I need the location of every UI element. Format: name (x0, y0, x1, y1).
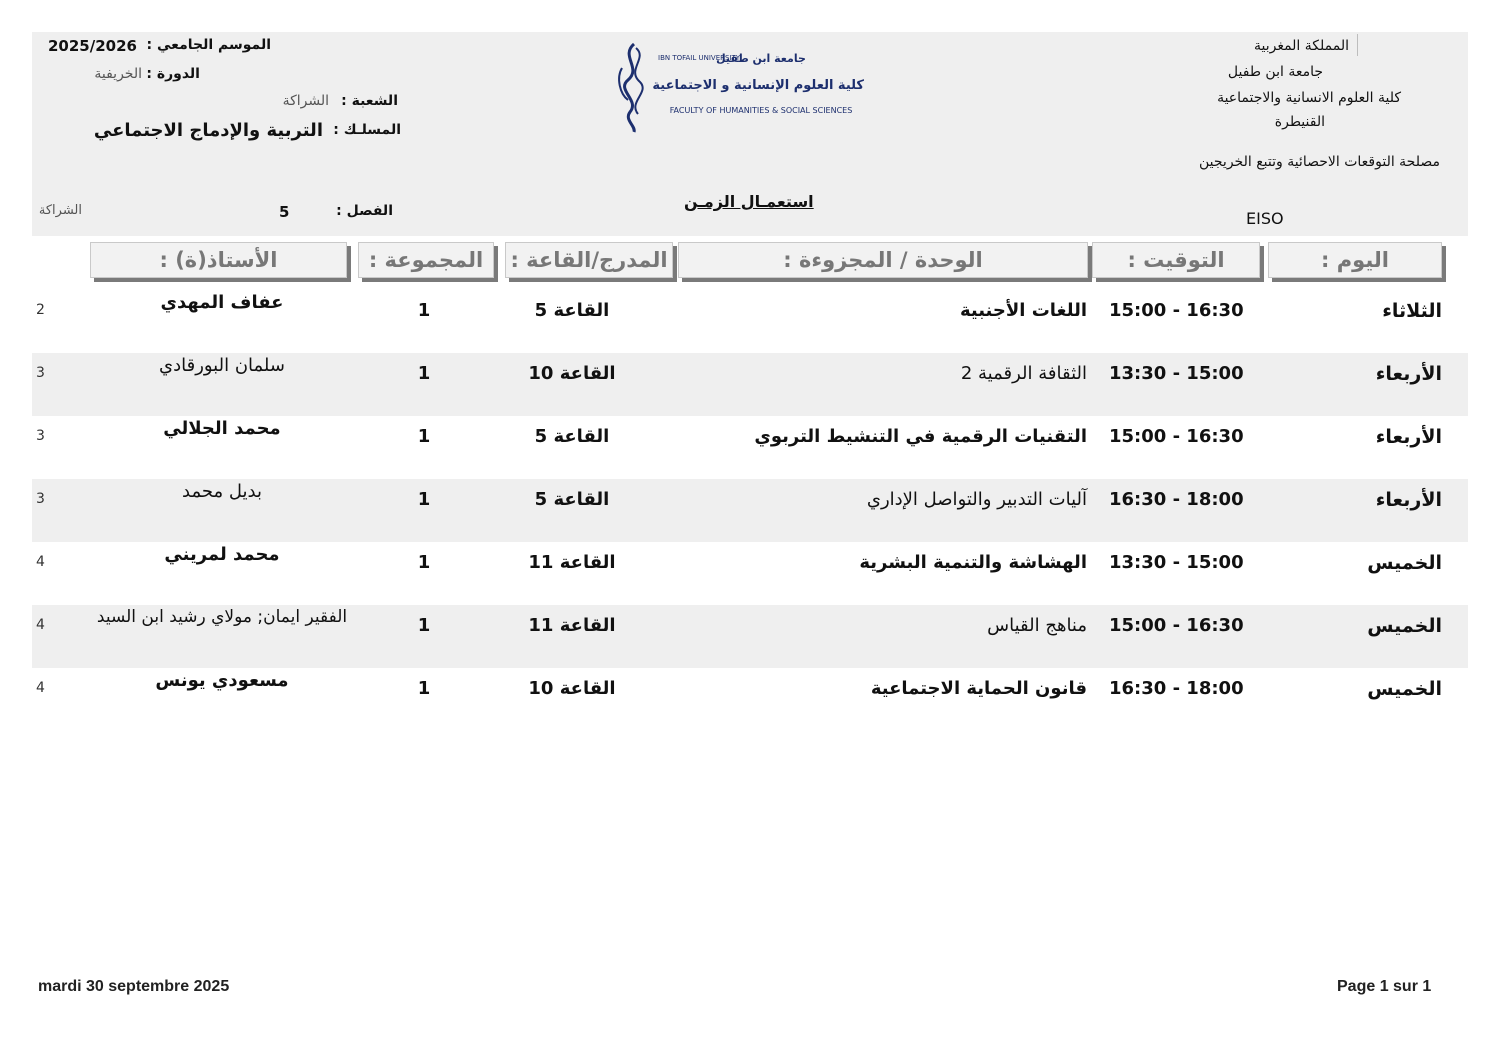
track-value: التربية والإدماج الاجتماعي (93, 120, 323, 141)
table-row (32, 479, 1468, 542)
row-unit: التقنيات الرقمية في التنشيط التربوي (754, 426, 1087, 447)
row-group: 1 (417, 489, 431, 510)
row-edge-digit: 3 (36, 365, 45, 381)
row-room: القاعة 5 (534, 300, 610, 321)
row-group: 1 (417, 363, 431, 384)
row-edge-digit: 4 (36, 617, 45, 633)
page-title: استعمـال الزمـن (684, 192, 814, 211)
row-edge-digit: 4 (36, 554, 45, 570)
season-value: 2025/2026 (48, 37, 137, 55)
row-unit: اللغات الأجنبية (959, 300, 1087, 321)
column-header-day: اليوم : (1268, 242, 1442, 278)
semester-label: الفصل : (336, 203, 393, 219)
semester-value: 5 (279, 203, 290, 221)
table-row (32, 290, 1468, 353)
kingdom-label: المملكة المغربية (1253, 38, 1349, 54)
branch-label: الشعبة : (341, 93, 398, 109)
branch-corner: الشراكة (38, 203, 82, 218)
row-time: 16:30 - 18:00 (1109, 489, 1244, 510)
row-unit: آليات التدبير والتواصل الإداري (866, 489, 1087, 510)
row-day: الثلاثاء (1382, 300, 1442, 322)
row-day: الخميس (1367, 552, 1442, 574)
row-prof: محمد الجلالي (163, 418, 281, 439)
session-label: الدورة : (146, 66, 200, 82)
row-unit: الثقافة الرقمية 2 (960, 363, 1087, 384)
row-edge-digit: 3 (36, 428, 45, 444)
row-prof: بديل محمد (182, 481, 262, 502)
row-group: 1 (417, 552, 431, 573)
column-header-group: المجموعة : (358, 242, 494, 278)
logo-english-faculty: FACULTY OF HUMANITIES & SOCIAL SCIENCES (669, 106, 853, 115)
row-prof: محمد لمريني (164, 544, 280, 565)
column-header-time: التوقيت : (1092, 242, 1260, 278)
row-time: 13:30 - 15:00 (1109, 363, 1244, 384)
season-label: الموسم الجامعي : (146, 37, 271, 53)
footer-date: mardi 30 septembre 2025 (38, 978, 230, 995)
row-day: الأربعاء (1375, 363, 1442, 385)
table-row (32, 416, 1468, 479)
row-edge-digit: 2 (36, 302, 45, 318)
row-room: القاعة 5 (534, 489, 610, 510)
row-time: 15:00 - 16:30 (1109, 615, 1244, 636)
row-prof: الفقير ايمان; مولاي رشيد ابن السيد (96, 607, 348, 627)
university-logo (612, 38, 864, 134)
branch-value: الشراكة (282, 93, 329, 109)
row-room: القاعة 10 (528, 363, 616, 384)
column-header-prof: الأستاذ(ة) : (90, 242, 347, 278)
row-time: 13:30 - 15:00 (1109, 552, 1244, 573)
code-label: EISO (1246, 209, 1284, 228)
row-group: 1 (417, 678, 431, 699)
row-group: 1 (417, 426, 431, 447)
row-prof: مسعودي يونس (155, 670, 289, 691)
university-label: جامعة ابن طفيل (1227, 64, 1323, 80)
column-header-room: المدرج/القاعة : (505, 242, 673, 278)
row-group: 1 (417, 300, 431, 321)
session-value: الخريفية (94, 66, 142, 82)
row-time: 15:00 - 16:30 (1109, 300, 1244, 321)
table-row (32, 605, 1468, 668)
row-edge-digit: 3 (36, 491, 45, 507)
table-row (32, 668, 1468, 731)
row-unit: قانون الحماية الاجتماعية (870, 678, 1087, 699)
row-prof: سلمان البورقادي (159, 355, 285, 376)
logo-english-university: IBN TOFAIL UNIVERSITY (658, 54, 741, 62)
row-day: الأربعاء (1375, 426, 1442, 448)
row-group: 1 (417, 615, 431, 636)
row-edge-digit: 4 (36, 680, 45, 696)
column-header-unit: الوحدة / المجزوءة : (678, 242, 1088, 278)
row-day: الخميس (1367, 615, 1442, 637)
row-unit: الهشاشة والتنمية البشرية (859, 552, 1087, 573)
row-time: 15:00 - 16:30 (1109, 426, 1244, 447)
row-prof: عفاف المهدي (160, 292, 284, 313)
row-room: القاعة 5 (534, 426, 610, 447)
faculty-label: كلية العلوم الانسانية والاجتماعية (1217, 90, 1401, 106)
row-time: 16:30 - 18:00 (1109, 678, 1244, 699)
corner-divider (1357, 34, 1358, 56)
logo-arabic-faculty: كلية العلوم الإنسانية و الاجتماعية (652, 78, 864, 93)
track-label: المسلـك : (333, 122, 401, 138)
logo-emblem-icon (612, 38, 658, 134)
city-label: القنيطرة (1274, 114, 1325, 130)
table-row (32, 353, 1468, 416)
logo-arabic-university: جامعة ابن طفيل (716, 52, 806, 65)
row-room: القاعة 11 (528, 615, 616, 636)
service-label: مصلحة التوقعات الاحصائية وتتبع الخريجين (1199, 154, 1440, 170)
footer-page-number: Page 1 sur 1 (1337, 978, 1432, 995)
row-room: القاعة 10 (528, 678, 616, 699)
row-day: الخميس (1367, 678, 1442, 700)
row-unit: مناهج القياس (987, 615, 1087, 636)
row-room: القاعة 11 (528, 552, 616, 573)
row-day: الأربعاء (1375, 489, 1442, 511)
table-row (32, 542, 1468, 605)
